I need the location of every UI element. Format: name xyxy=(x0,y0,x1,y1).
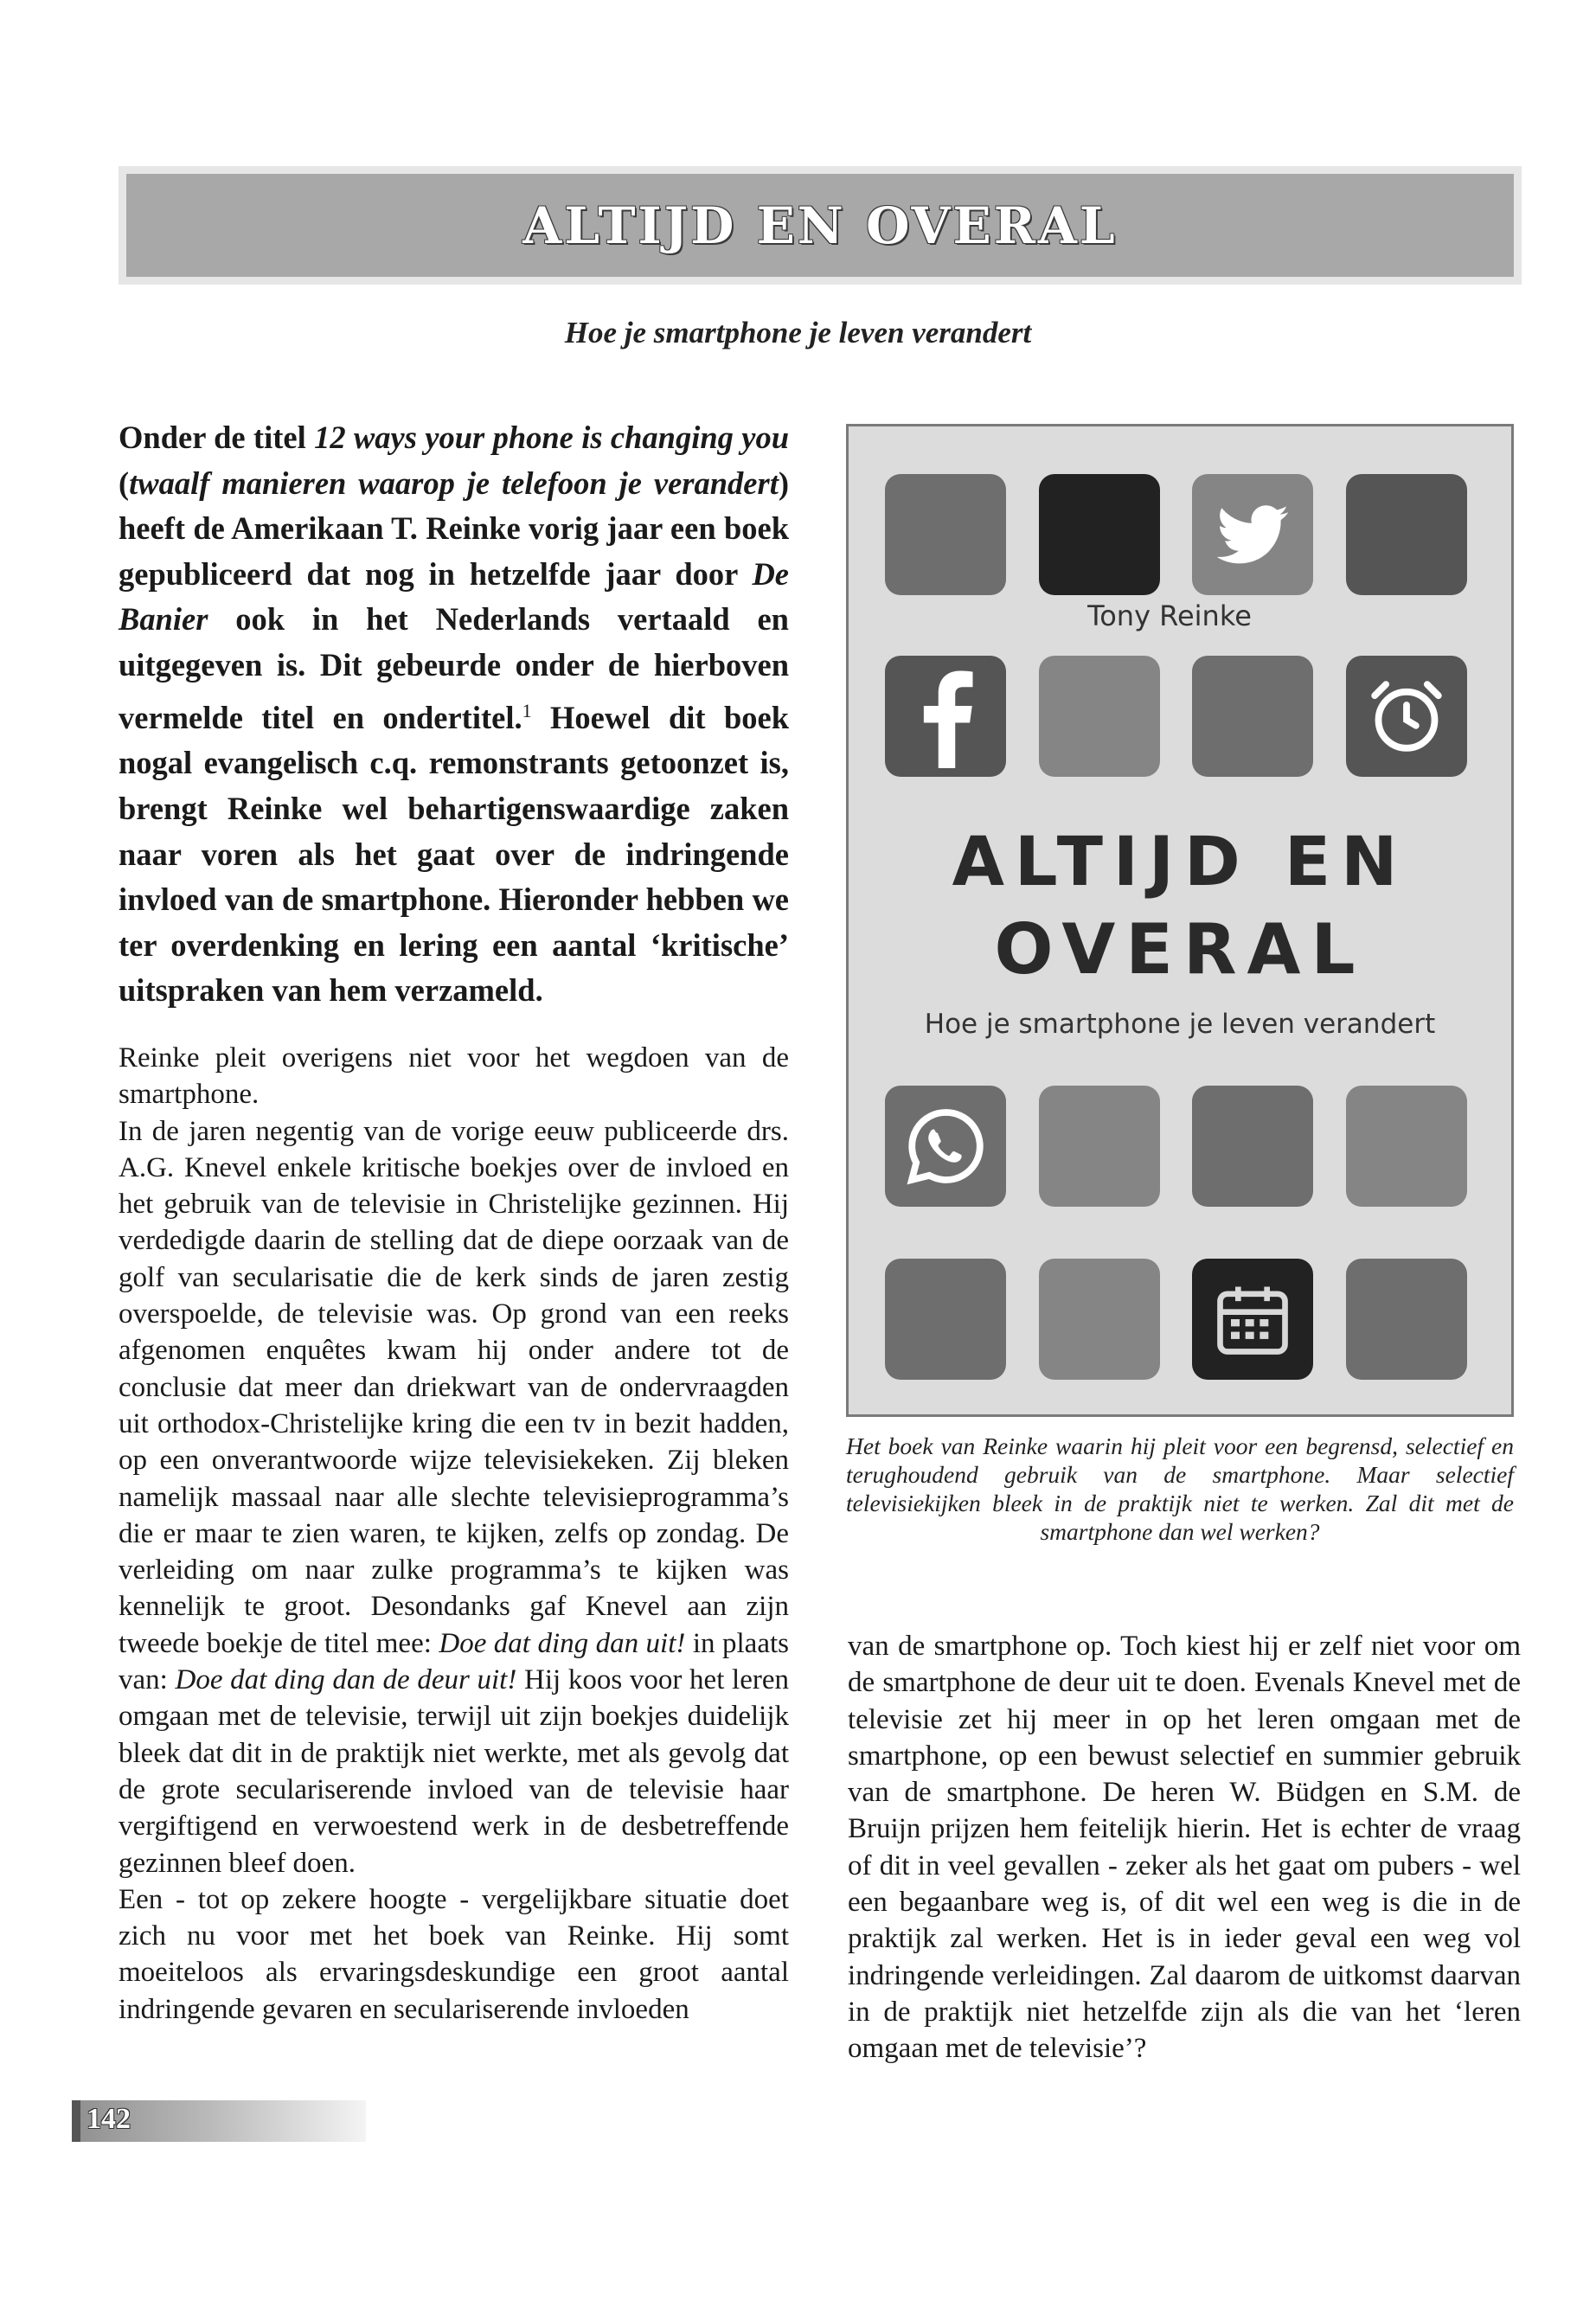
app-tile xyxy=(885,474,1006,595)
page-number: 142 xyxy=(87,2103,131,2135)
article-subtitle: Hoe je smartphone je leven verandert xyxy=(564,316,1032,349)
figure-caption: Het boek van Reinke waarin hij pleit voor een begrensd, selectief en terughoudend gebruik van de smartphone. Maar selectief televisiekijken bleek in de praktijk niet te werken. Zal dit met de smartphone dan wel werken? xyxy=(846,1433,1514,1545)
app-tile xyxy=(1039,474,1160,595)
app-tile xyxy=(1346,1086,1467,1207)
whatsapp-icon xyxy=(885,1086,1006,1207)
body-paragraph: In de jaren negentig van de vorige eeuw publiceerde drs. A.G. Knevel enkele kritische boekjes over de invloed en het gebruik van de televisie in Christelijke gezinnen. Hij verdedigde daarin de stelling dat de diepe oorzaak van de golf van secularisatie die de kerk sinds de jaren zestig overspoelde, de televisie was. Op grond van een reeks afgenomen enquêtes kwam hij onder andere tot de conclusie dat meer dan driekwart van de ondervraagden uit orthodox-Christelijke kring die een tv in bezit hadden, op een onverantwoorde wijze televisiekeken. Zij bleken namelijk massaal naar alle slechte televisieprogramma’s die er maar te zien waren, te kijken, zelfs op zondag. De verleiding om naar zulke programma’s te kijken was kennelijk te groot. Desondanks gaf Knevel aan zijn tweede boekje de titel mee: Doe dat ding dan uit! in plaats van: Doe dat ding dan de deur uit! Hij koos voor het leren omgaan met de televisie, terwijl uit zijn boekjes duidelijk bleek dat dit in de praktijk niet werkte, met als gevolg dat de grote seculariserende invloed van de televisie haar vergiftigend en verwoestend werk in de desbetreffende gezinnen bleef doen. xyxy=(119,1115,789,1879)
app-tile xyxy=(885,1259,1006,1380)
intro-paragraph: Onder de titel 12 ways your phone is changing you (twaalf manieren waarop je telefoon je verandert) heeft de Amerikaan T. Reinke vorig jaar een boek gepubliceerd dat nog in hetzelfde jaar door De Banier ook in het Nederlands vertaald en uitgegeven is. Dit gebeurde onder de hierboven vermelde titel en ondertitel.$^1$ Hoewel dit boek nogal evangelisch c.q. remonstrants getoonzet is, brengt Reinke wel behartigenswaardige zaken naar voren als het gaat over de indringende invloed van de smartphone. Hieronder hebben we ter overdenking en lering een aantal ‘kritische’ uitspraken van hem verzameld. xyxy=(119,420,790,1009)
alarm-clock-icon xyxy=(1346,656,1467,777)
app-tile xyxy=(1192,1086,1313,1207)
page-number-tab xyxy=(72,2100,80,2142)
body-paragraph: Een - tot op zekere hoogte - vergelijkbare situatie doet zich nu voor met het boek van Reinke. Hij somt moeiteloos als ervaringsdeskundige een groot aantal indringende gevaren en seculariserende invloeden xyxy=(119,1883,789,2025)
article-title: ALTIJD EN OVERAL xyxy=(522,195,1118,255)
cover-title-line-1: ALTIJD EN xyxy=(952,824,1408,901)
footnote-marker: 1 xyxy=(522,699,532,721)
body-text-right: van de smartphone op. Toch kiest hij er zelf niet voor om de smartphone de deur uit te doen. Evenals Knevel met de televisie zet hij meer in op het leren omgaan met de smartphone, op een bewust selectief en summier gebruik van de smartphone. De heren W. Büdgen en S.M. de Bruijn prijzen hem feitelijk hierin. Het is echter de vraag of dit in veel gevallen - zeker als het gaat om pubers - wel een begaanbare weg is, of dit wel een weg is die in de praktijk zal werken. Het is in ieder geval een weg vol indringende verleidingen. Zal daarom de uitkomst daarvan in de praktijk niet hetzelfde zijn als die van het ‘leren omgaan met de televisie’? xyxy=(848,1631,1521,2065)
cover-author: Tony Reinke xyxy=(1087,599,1252,632)
title-banner xyxy=(119,166,1522,285)
app-tile xyxy=(1346,474,1467,595)
app-tile xyxy=(1039,656,1160,777)
app-tile xyxy=(1039,1086,1160,1207)
app-tile xyxy=(1192,656,1313,777)
title-banner-fill xyxy=(126,174,1514,277)
app-tile xyxy=(1039,1259,1160,1380)
app-tile xyxy=(1346,1259,1467,1380)
twitter-icon xyxy=(1192,474,1313,595)
facebook-icon xyxy=(885,656,1006,777)
cover-title-line-2: OVERAL xyxy=(994,909,1366,990)
book-cover-figure xyxy=(846,424,1514,1417)
body-text-left xyxy=(119,1040,789,2028)
body-paragraph: Reinke pleit overigens niet voor het wegdoen van de smartphone. xyxy=(119,1042,789,1111)
calendar-icon xyxy=(1192,1259,1313,1380)
cover-subtitle: Hoe je smartphone je leven verandert xyxy=(924,1009,1436,1040)
